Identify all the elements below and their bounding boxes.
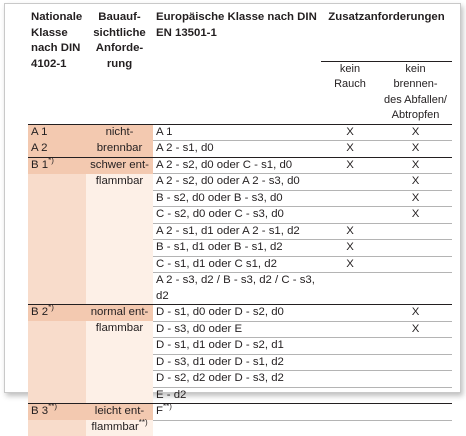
national-class-cell: B 1*) xyxy=(28,157,86,174)
national-class-cell: B 2*) xyxy=(28,305,86,322)
table-row xyxy=(28,273,452,305)
footnote-marker: *) xyxy=(48,155,54,165)
requirement-cell: flammbar xyxy=(86,174,153,191)
national-class-cell xyxy=(28,207,86,224)
requirement-cell xyxy=(86,223,153,240)
european-class-cell: A 2 - s1, d0 xyxy=(153,141,321,158)
national-class-cell xyxy=(28,387,86,404)
european-class-cell: A 2 - s2, d0 oder A 2 - s3, d0 xyxy=(153,174,321,191)
no-smoke-cell xyxy=(321,420,379,436)
european-class-cell: B - s2, d0 oder B - s3, d0 xyxy=(153,190,321,207)
european-class-cell: D - s3, d0 oder E xyxy=(153,321,321,338)
header-no-dripping: kein brennen- des Abfallen/ Abtropfen xyxy=(384,62,447,121)
european-class-cell: D - s1, d1 oder D - s2, d1 xyxy=(153,338,321,355)
european-class-cell: A 2 - s3, d2 / B - s3, d2 / C - s3, d2 xyxy=(153,273,321,305)
no-smoke-cell xyxy=(321,273,379,305)
european-class-cell: E - d2 xyxy=(153,387,321,404)
no-dripping-cell xyxy=(379,420,452,436)
national-class-cell: A 1 xyxy=(28,124,86,141)
requirement-cell xyxy=(86,387,153,404)
national-class-cell xyxy=(28,223,86,240)
no-smoke-cell xyxy=(321,190,379,207)
table-row xyxy=(28,305,452,322)
no-dripping-cell: X xyxy=(379,141,452,158)
no-dripping-cell xyxy=(379,354,452,371)
no-dripping-cell: X xyxy=(379,174,452,191)
header-no-smoke: kein Rauch xyxy=(334,62,366,90)
requirement-cell: normal ent- xyxy=(86,305,153,322)
table-row xyxy=(28,124,452,141)
no-smoke-cell xyxy=(321,321,379,338)
national-class-cell: A 2 xyxy=(28,141,86,158)
header-additional-requirements: Zusatzanforderungen xyxy=(321,9,452,61)
national-class-cell xyxy=(28,240,86,257)
no-dripping-cell xyxy=(379,387,452,404)
european-class-cell: C - s2, d0 oder C - s3, d0 xyxy=(153,207,321,224)
header-european-class: Europäische Klasse nach DIN EN 13501-1 xyxy=(156,11,317,39)
table-row xyxy=(28,404,452,421)
national-class-cell xyxy=(28,256,86,273)
header-requirement: Bauauf- sichtliche Anforde- rung xyxy=(93,11,146,70)
no-dripping-cell: X xyxy=(379,157,452,174)
european-class-cell: D - s1, d0 oder D - s2, d0 xyxy=(153,305,321,322)
no-smoke-cell: X xyxy=(321,157,379,174)
no-dripping-cell xyxy=(379,404,452,421)
no-dripping-cell: X xyxy=(379,207,452,224)
national-class-cell xyxy=(28,371,86,388)
no-dripping-cell xyxy=(379,223,452,240)
requirement-cell xyxy=(86,256,153,273)
table-row xyxy=(28,420,452,436)
no-smoke-cell: X xyxy=(321,240,379,257)
no-dripping-cell: X xyxy=(379,124,452,141)
no-dripping-cell xyxy=(379,273,452,305)
no-dripping-cell: X xyxy=(379,321,452,338)
requirement-cell: schwer ent- xyxy=(86,157,153,174)
requirement-cell: brennbar xyxy=(86,141,153,158)
requirement-cell xyxy=(86,190,153,207)
european-class-cell: F**) xyxy=(153,404,321,421)
requirement-cell xyxy=(86,371,153,388)
european-class-cell: C - s1, d1 oder C s1, d2 xyxy=(153,256,321,273)
no-dripping-cell: X xyxy=(379,305,452,322)
european-class-cell: A 1 xyxy=(153,124,321,141)
european-class-cell xyxy=(153,420,321,436)
national-class-cell: B 3**) xyxy=(28,404,86,421)
requirement-cell: flammbar xyxy=(86,321,153,338)
no-smoke-cell xyxy=(321,338,379,355)
requirement-cell: leicht ent- xyxy=(86,404,153,421)
requirement-cell: nicht- xyxy=(86,124,153,141)
table-row xyxy=(28,223,452,240)
table-row xyxy=(28,338,452,355)
national-class-cell xyxy=(28,321,86,338)
no-smoke-cell: X xyxy=(321,223,379,240)
no-smoke-cell xyxy=(321,354,379,371)
no-dripping-cell xyxy=(379,371,452,388)
no-dripping-cell: X xyxy=(379,190,452,207)
no-smoke-cell xyxy=(321,404,379,421)
no-dripping-cell xyxy=(379,240,452,257)
table-row xyxy=(28,371,452,388)
european-class-cell: A 2 - s1, d1 oder A 2 - s1, d2 xyxy=(153,223,321,240)
national-class-cell xyxy=(28,338,86,355)
table-row xyxy=(28,141,452,158)
table-row xyxy=(28,157,452,174)
header-national-class: Nationale Klasse nach DIN 4102-1 xyxy=(31,11,83,70)
no-smoke-cell xyxy=(321,174,379,191)
table-row xyxy=(28,354,452,371)
no-smoke-cell: X xyxy=(321,256,379,273)
table-row xyxy=(28,321,452,338)
requirement-cell xyxy=(86,273,153,305)
no-smoke-cell xyxy=(321,371,379,388)
no-smoke-cell xyxy=(321,387,379,404)
national-class-cell xyxy=(28,273,86,305)
footnote-marker: **) xyxy=(48,402,57,412)
table-header-row xyxy=(28,9,452,61)
footnote-marker: *) xyxy=(48,303,54,313)
table-row xyxy=(28,174,452,191)
national-class-cell xyxy=(28,354,86,371)
requirement-cell xyxy=(86,240,153,257)
european-class-cell: B - s1, d1 oder B - s1, d2 xyxy=(153,240,321,257)
table-row xyxy=(28,256,452,273)
no-smoke-cell: X xyxy=(321,141,379,158)
national-class-cell xyxy=(28,420,86,436)
requirement-cell xyxy=(86,207,153,224)
table-row xyxy=(28,387,452,404)
european-class-cell: D - s2, d2 oder D - s3, d2 xyxy=(153,371,321,388)
table-row xyxy=(28,190,452,207)
european-class-cell: D - s3, d1 oder D - s1, d2 xyxy=(153,354,321,371)
no-smoke-cell xyxy=(321,207,379,224)
table-row xyxy=(28,240,452,257)
national-class-cell xyxy=(28,190,86,207)
fire-class-table xyxy=(28,9,452,436)
footnote-marker: **) xyxy=(162,402,172,412)
footnote-marker: **) xyxy=(138,418,148,428)
national-class-cell xyxy=(28,174,86,191)
table-row xyxy=(28,207,452,224)
requirement-cell xyxy=(86,354,153,371)
european-class-cell: A 2 - s2, d0 oder C - s1, d0 xyxy=(153,157,321,174)
no-smoke-cell: X xyxy=(321,124,379,141)
requirement-cell xyxy=(86,338,153,355)
requirement-cell: flammbar**) xyxy=(86,420,153,436)
no-dripping-cell xyxy=(379,338,452,355)
no-dripping-cell xyxy=(379,256,452,273)
no-smoke-cell xyxy=(321,305,379,322)
